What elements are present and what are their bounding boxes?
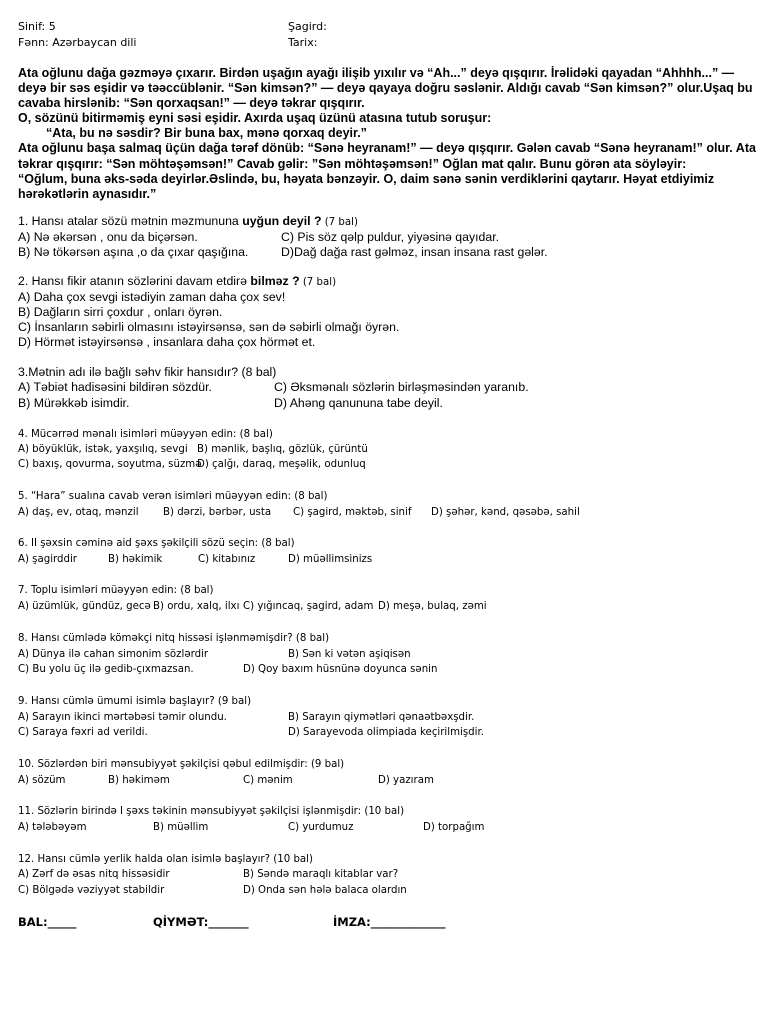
option-b[interactable]: B) həkimik bbox=[108, 554, 163, 565]
option-a[interactable]: A) Nə əkərsən , onu da biçərsən. bbox=[18, 230, 198, 244]
question-6: 6. II şəxsin cəminə aid şəxs şəkilçili sözü seçin: (8 bal) bbox=[18, 538, 295, 549]
option-d[interactable]: D) Onda sən hələ balaca olardın bbox=[243, 885, 407, 896]
story-paragraph: Ata oğlunu dağa gəzməyə çıxarır. Birdən uşağın ayağı ilişib yıxılır və “Ah...” deyə qışqırır. İrəlidəki qayadan “Ahhhh...” — deyə bir səs eşidir və təəccüblənir. “Sən kimsən?” — deyə qayaya doğru səslənir. Aldığı cavab “Sən kimsən?” olur.Uşaq bu cavaba hirslənib: “Sən qorxaqsan!” — deyə təkrar qışqırır. bbox=[18, 66, 753, 111]
question-10: 10. Sözlərdən biri mənsubiyyət şəkilçisi qəbul edilmişdir: (9 bal) bbox=[18, 759, 345, 770]
option-b[interactable]: B) Sən ki vətən aşiqisən bbox=[288, 649, 411, 660]
question-7: 7. Toplu isimləri müəyyən edin: (8 bal) bbox=[18, 585, 214, 596]
option-c[interactable]: C) yığıncaq, şagird, adam bbox=[243, 601, 374, 612]
question-text: 2. Hansı fikir atanın sözlərini davam etdirə bbox=[18, 274, 251, 288]
subject-label: Fənn: Azərbaycan dili bbox=[18, 36, 137, 49]
option-d[interactable]: D) Hörmət istəyirsənsə , insanlara daha çox hörmət et. bbox=[18, 335, 316, 349]
question-emphasis: uyğun deyil ? bbox=[242, 214, 322, 228]
option-a[interactable]: A) şagirddir bbox=[18, 554, 77, 565]
grade-field[interactable]: QİYMƏT:_______ bbox=[153, 915, 249, 929]
option-d[interactable]: D) meşə, bulaq, zəmi bbox=[378, 601, 487, 612]
option-d[interactable]: D) Ahəng qanununa tabe deyil. bbox=[274, 396, 443, 410]
question-4: 4. Mücərrəd mənalı isimləri müəyyən edin: (8 bal) bbox=[18, 429, 273, 440]
option-c[interactable]: C) Əksmənalı sözlərin birləşməsindən yaranıb. bbox=[274, 380, 529, 394]
question-2 bbox=[18, 274, 336, 290]
story-paragraph: “Ata, bu nə səsdir? Bir buna bax, mənə qorxaq deyir.” bbox=[46, 126, 367, 141]
option-d[interactable]: D) torpağım bbox=[423, 822, 485, 833]
option-d[interactable]: D) müəllimsinizs bbox=[288, 554, 373, 565]
option-a[interactable]: A) Daha çox sevgi istədiyin zaman daha çox sev! bbox=[18, 290, 286, 304]
option-c[interactable]: C) Saraya fəxri ad verildi. bbox=[18, 727, 148, 738]
option-b[interactable]: B) ordu, xalq, ilxı bbox=[153, 601, 240, 612]
option-c[interactable]: C) Pis söz qəlp puldur, yiyəsinə qayıdar. bbox=[281, 230, 500, 244]
option-a[interactable]: A) tələbəyəm bbox=[18, 822, 87, 833]
story-paragraph: O, sözünü bitirməmiş eyni səsi eşidir. Axırda uşaq üzünü atasına tutub soruşur: bbox=[18, 111, 492, 126]
option-b[interactable]: B) Nə tökərsən aşına ,o da çıxar qaşığına. bbox=[18, 245, 249, 259]
option-b[interactable]: B) dərzi, bərbər, usta bbox=[163, 507, 272, 518]
option-d[interactable]: D) çalğı, daraq, meşəlik, odunluq bbox=[197, 459, 366, 470]
option-d[interactable]: D) Qoy baxım hüsnünə doyunca sənin bbox=[243, 664, 438, 675]
option-c[interactable]: C) Bu yolu üç ilə gedib-çıxmazsan. bbox=[18, 664, 194, 675]
option-c[interactable]: C) şagird, məktəb, sinif bbox=[293, 507, 412, 518]
option-d[interactable]: D) yazıram bbox=[378, 775, 434, 786]
class-label: Sinif: 5 bbox=[18, 20, 56, 33]
option-d[interactable]: D) Sarayevoda olimpiada keçirilmişdir. bbox=[288, 727, 484, 738]
score-field[interactable]: BAL:_____ bbox=[18, 915, 77, 929]
option-c[interactable]: C) kitabınız bbox=[198, 554, 256, 565]
option-b[interactable]: B) Səndə maraqlı kitablar var? bbox=[243, 869, 399, 880]
option-c[interactable]: C) İnsanların səbirli olmasını istəyirsənsə, sən də səbirli olmağı öyrən. bbox=[18, 320, 400, 334]
option-b[interactable]: B) Mürəkkəb isimdir. bbox=[18, 396, 130, 410]
question-9: 9. Hansı cümlə ümumi isimlə başlayır? (9 bal) bbox=[18, 696, 252, 707]
question-text: 1. Hansı atalar sözü mətnin məzmununa bbox=[18, 214, 243, 228]
story-paragraph: “Oğlum, buna əks-səda deyirlər.Əslində, bu, həyata bənzəyir. O, daim sənə sənin verdiklərini qaytarır. Həyat etdiyimiz hərəkətlərin aynasıdır.” bbox=[18, 171, 715, 201]
option-c[interactable]: C) baxış, qovurma, soyutma, süzmə bbox=[18, 459, 202, 470]
student-label: Şagird: bbox=[288, 20, 327, 33]
story-paragraph: Ata oğlunu başa salmaq üçün dağa tərəf dönüb: “Sənə heyranam!” — deyə qışqırır. Gələn cavab “Sənə heyranam!” olur. Ata təkrar qışqırır: “Sən möhtəşəmsən!” Cavab gəlir: ”Sən möhtəşəmsən!” Oğlan mat qalır. Bunu görən ata söyləyir: bbox=[18, 141, 756, 171]
question-points: (7 bal) bbox=[299, 277, 337, 288]
question-5: 5. “Hara” sualına cavab verən isimləri müəyyən edin: (8 bal) bbox=[18, 491, 328, 502]
option-b[interactable]: B) müəllim bbox=[153, 822, 209, 833]
story-text bbox=[18, 66, 760, 202]
option-a[interactable]: A) Sarayın ikinci mərtəbəsi təmir olundu. bbox=[18, 712, 227, 723]
date-label: Tarix: bbox=[288, 36, 318, 49]
option-a[interactable]: A) üzümlük, gündüz, gecə bbox=[18, 601, 151, 612]
option-a[interactable]: A) Təbiət hadisəsini bildirən sözdür. bbox=[18, 380, 212, 394]
option-b[interactable]: B) Sarayın qiymətləri qənaətbəxşdir. bbox=[288, 712, 475, 723]
option-c[interactable]: C) yurdumuz bbox=[288, 822, 354, 833]
option-a[interactable]: A) böyüklük, istək, yaxşılıq, sevgi bbox=[18, 444, 188, 455]
option-b[interactable]: B) mənlik, başlıq, gözlük, çürüntü bbox=[197, 444, 368, 455]
option-d[interactable]: D) şəhər, kənd, qəsəbə, sahil bbox=[431, 507, 580, 518]
option-c[interactable]: C) Bölgədə vəziyyət stabildir bbox=[18, 885, 165, 896]
question-11: 11. Sözlərin birində I şəxs təkinin mənsubiyyət şəkilçisi işlənmişdir: (10 bal) bbox=[18, 806, 405, 817]
option-a[interactable]: A) Dünya ilə cahan simonim sözlərdir bbox=[18, 649, 209, 660]
question-8: 8. Hansı cümlədə köməkçi nitq hissəsi işlənməmişdir? (8 bal) bbox=[18, 633, 330, 644]
question-3: 3.Mətnin adı ilə bağlı səhv fikir hansıdır? (8 bal) bbox=[18, 365, 277, 379]
question-12: 12. Hansı cümlə yerlik halda olan isimlə başlayır? (10 bal) bbox=[18, 854, 313, 865]
option-c[interactable]: C) mənim bbox=[243, 775, 293, 786]
option-b[interactable]: B) həkiməm bbox=[108, 775, 170, 786]
option-a[interactable]: A) Zərf də əsas nitq hissəsidir bbox=[18, 869, 170, 880]
option-a[interactable]: A) sözüm bbox=[18, 775, 66, 786]
option-d[interactable]: D)Dağ dağa rast gəlməz, insan insana rast gələr. bbox=[281, 245, 548, 259]
question-1 bbox=[18, 214, 358, 230]
question-points: (7 bal) bbox=[321, 217, 358, 228]
question-emphasis: bilməz ? bbox=[250, 274, 300, 288]
option-a[interactable]: A) daş, ev, otaq, mənzil bbox=[18, 507, 139, 518]
option-b[interactable]: B) Dağların sirri çoxdur , onları öyrən. bbox=[18, 305, 223, 319]
signature-field[interactable]: İMZA:_____________ bbox=[333, 915, 446, 929]
